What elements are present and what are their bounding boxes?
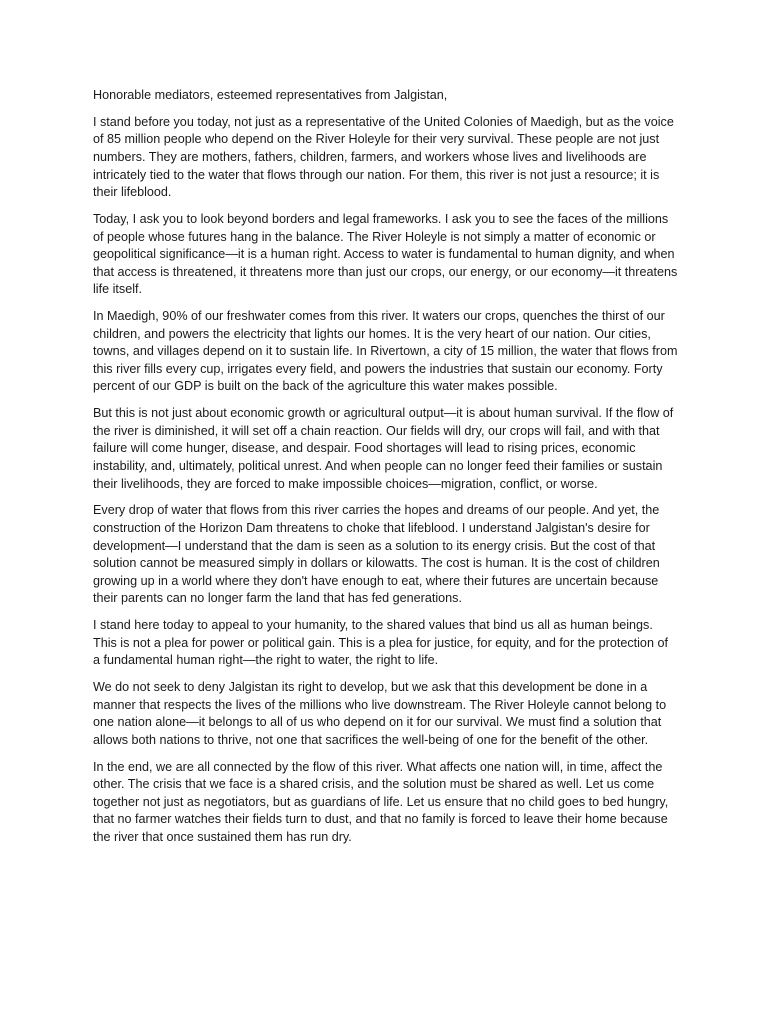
paragraph: We do not seek to deny Jalgistan its right to develop, but we ask that this development be done in a manner that respects the lives of the millions who live downstream. The River Holeyle cannot belong to one nation alone—it belongs to all of us who depend on it for our survival. We must find a solution that allows both nations to thrive, not one that sacrifices the well-being of one for the benefit of the other.: [93, 680, 667, 747]
paragraph: In Maedigh, 90% of our freshwater comes from this river. It waters our crops, quenches the thirst of our children, and powers the electricity that lights our homes. It is the very heart of our nation. Our cities, towns, and villages depend on it to sustain life. In Rivertown, a city of 15 million, the water that flows from this river fills every cup, irrigates every field, and powers the industries that sustain our economy. Forty percent of our GDP is built on the back of the agriculture this water makes possible.: [93, 309, 678, 394]
paragraph: Today, I ask you to look beyond borders and legal frameworks. I ask you to see the faces of the millions of people whose futures hang in the balance. The River Holeyle is not simply a matter of economic or geopolitical significance—it is a human right. Access to water is fundamental to human dignity, and when that access is threatened, it threatens more than just our crops, our energy, or our economy—it threatens life itself.: [93, 211, 678, 297]
salutation: Honorable mediators, esteemed representatives from Jalgistan,: [93, 88, 448, 102]
paragraph: In the end, we are all connected by the flow of this river. What affects one nation will, in time, affect the other. The crisis that we face is a shared crisis, and the solution must be shared as well. Let us come together not just as negotiators, but as guardians of life. Let us ensure that no child goes to bed hungry, that no farmer watches their fields turn to dust, and that no family is forced to leave their home because the river that once sustained them has run dry.: [93, 759, 669, 845]
paragraph: I stand here today to appeal to your humanity, to the shared values that bind us all as human beings. This is not a plea for power or political gain. This is a plea for justice, for equity, and for the protection of a fundamental human right—the right to water, the right to life.: [93, 618, 668, 668]
paragraph: I stand before you today, not just as a representative of the United Colonies of Maedigh, but as the voice of 85 million people who depend on the River Holeyle for their very survival. These people are not just numbers. They are mothers, fathers, children, farmers, and workers whose lives and livelihoods are intricately tied to the water that flows through our nation. For them, this river is not just a resource; it is their lifeblood.: [93, 114, 674, 200]
document-page: [93, 87, 678, 856]
paragraph: Every drop of water that flows from this river carries the hopes and dreams of our people. And yet, the construction of the Horizon Dam threatens to choke that lifeblood. I understand Jalgistan's desire for development—I understand that the dam is seen as a solution to its energy crisis. But the cost of that solution cannot be measured simply in dollars or kilowatts. The cost is human. It is the cost of children growing up in a world where they don't have enough to eat, where their futures are uncertain because their parents can no longer farm the land that has fed generations.: [93, 503, 660, 606]
paragraph: But this is not just about economic growth or agricultural output—it is about human survival. If the flow of the river is diminished, it will set off a chain reaction. Our fields will dry, our crops will fail, and with that failure will come hunger, disease, and despair. Food shortages will lead to rising prices, economic instability, and, ultimately, political unrest. And when people can no longer feed their families or sustain their livelihoods, they are forced to make impossible choices—migration, conflict, or worse.: [93, 406, 674, 491]
